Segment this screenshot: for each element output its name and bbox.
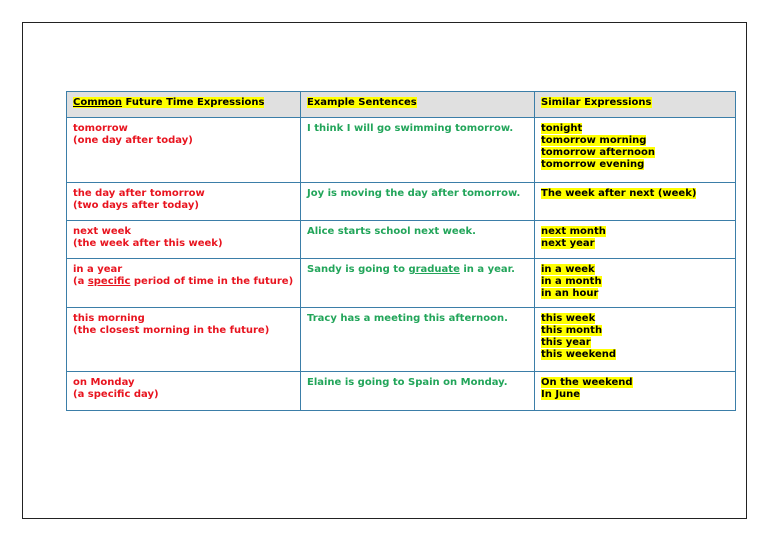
header-col2-text: Example Sentences <box>307 97 417 108</box>
example-sentence: Joy is moving the day after tomorrow. <box>307 188 521 199</box>
similar-expression: this week <box>541 313 596 324</box>
similar-expression: tomorrow afternoon <box>541 147 655 158</box>
expression-text: in a year <box>73 264 123 275</box>
expression-text: tomorrow <box>73 123 128 134</box>
header-col3-text: Similar Expressions <box>541 97 652 108</box>
expression-text: next week <box>73 226 132 237</box>
similar-cell <box>535 118 736 183</box>
meaning-underlined-word: specific <box>87 276 131 287</box>
expression-cell <box>67 308 301 372</box>
expression-cell <box>67 372 301 411</box>
table-row <box>67 118 736 183</box>
example-cell <box>301 118 535 183</box>
meaning-part: period of time in the future) <box>130 276 294 287</box>
similar-cell <box>535 183 736 221</box>
similar-expression: in a week <box>541 264 595 275</box>
example-sentence <box>307 264 515 275</box>
header-col1-rest: Future Time Expressions <box>122 97 265 108</box>
similar-expression: tonight <box>541 123 583 134</box>
expression-meaning: (one day after today) <box>73 135 193 146</box>
example-sentence: Alice starts school next week. <box>307 226 476 237</box>
similar-cell <box>535 259 736 308</box>
similar-expression: tomorrow morning <box>541 135 647 146</box>
expression-meaning: (a specific day) <box>73 389 159 400</box>
expression-text: the day after tomorrow <box>73 188 205 199</box>
header-common-word: Common <box>73 97 123 108</box>
example-part: in a year. <box>459 264 515 275</box>
expression-meaning: (two days after today) <box>73 200 199 211</box>
similar-expression: next year <box>541 238 595 249</box>
header-similar-expressions <box>535 92 736 118</box>
table-row <box>67 372 736 411</box>
expression-meaning <box>73 276 294 288</box>
similar-cell <box>535 308 736 372</box>
example-cell <box>301 308 535 372</box>
similar-expression: On the weekend <box>541 377 633 388</box>
example-sentence: Tracy has a meeting this afternoon. <box>307 313 508 324</box>
example-cell <box>301 221 535 259</box>
expression-cell <box>67 118 301 183</box>
similar-cell <box>535 372 736 411</box>
table-header-row <box>67 92 736 118</box>
similar-expression: in an hour <box>541 288 599 299</box>
expression-text: on Monday <box>73 377 135 388</box>
meaning-part: (a <box>73 276 88 287</box>
header-example-sentences <box>301 92 535 118</box>
similar-expression: in a month <box>541 276 602 287</box>
expression-text: this morning <box>73 313 145 324</box>
example-underlined-word: graduate <box>408 264 460 275</box>
expression-cell <box>67 221 301 259</box>
example-cell <box>301 372 535 411</box>
example-sentence: Elaine is going to Spain on Monday. <box>307 377 508 388</box>
similar-expression: The week after next (week) <box>541 188 697 199</box>
expression-meaning: (the closest morning in the future) <box>73 325 270 336</box>
similar-expression: this month <box>541 325 603 336</box>
expression-cell <box>67 183 301 221</box>
header-common-future-time-expressions <box>67 92 301 118</box>
example-part: Sandy is going to <box>307 264 409 275</box>
table-row <box>67 259 736 308</box>
similar-expression: tomorrow evening <box>541 159 645 170</box>
expression-cell <box>67 259 301 308</box>
table-row <box>67 221 736 259</box>
example-sentence: I think I will go swimming tomorrow. <box>307 123 514 134</box>
similar-expression: next month <box>541 226 606 237</box>
table-row <box>67 183 736 221</box>
expression-meaning: (the week after this week) <box>73 238 223 249</box>
similar-expression: this weekend <box>541 349 617 360</box>
example-cell <box>301 183 535 221</box>
similar-expression: this year <box>541 337 591 348</box>
example-cell <box>301 259 535 308</box>
table-row <box>67 308 736 372</box>
similar-cell <box>535 221 736 259</box>
future-time-expressions-table <box>66 91 736 411</box>
similar-expression: In June <box>541 389 581 400</box>
